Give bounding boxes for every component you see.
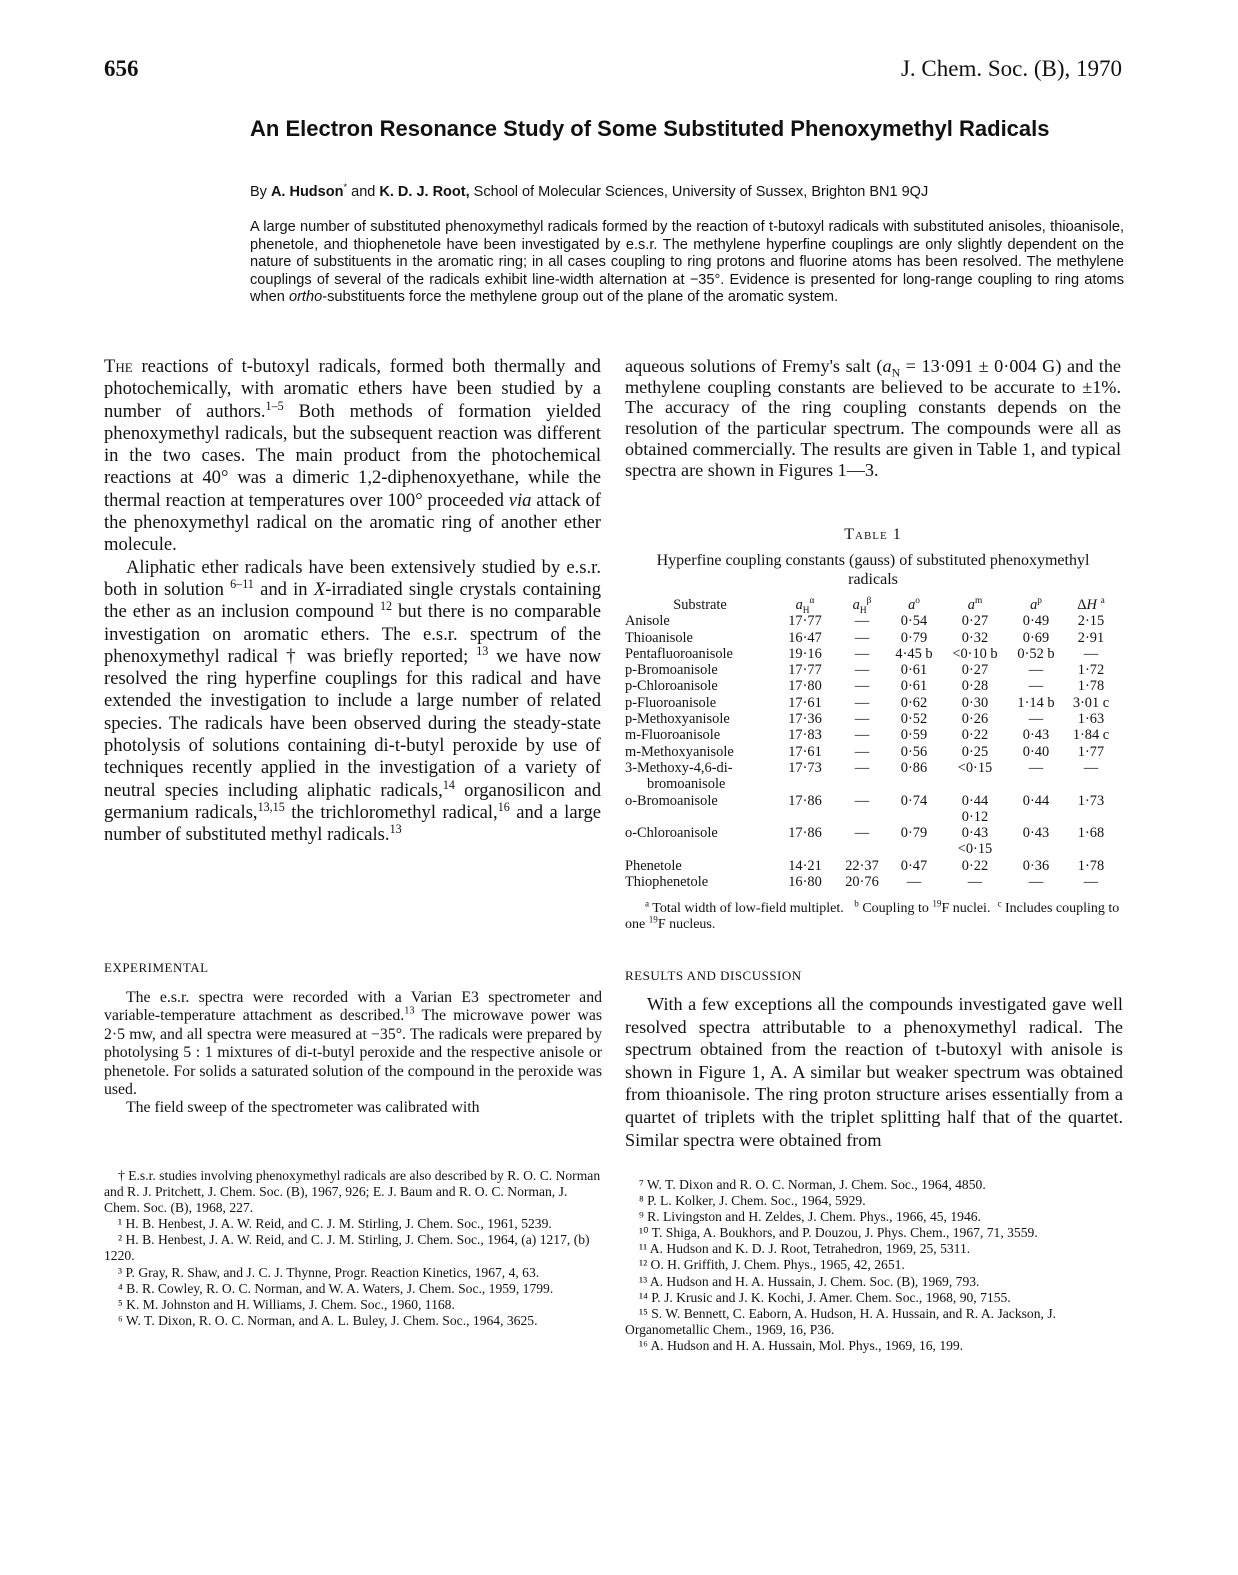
value-cell: —: [1028, 678, 1044, 695]
value-cell: 1·68: [1077, 825, 1105, 842]
value-cell: 1·63: [1077, 711, 1105, 728]
value-cell: 14·21: [788, 857, 822, 874]
substrate-cell: Phenetole: [625, 857, 682, 874]
substrate-cell: 3-Methoxy-4,6-di-: [625, 759, 733, 776]
table-row: [625, 711, 1121, 727]
ref-mark: 13: [389, 822, 402, 837]
value-cell: 0·54: [900, 613, 928, 630]
value-cell: 2·91: [1077, 629, 1105, 646]
value-cell: 0·52: [900, 711, 928, 728]
value-cell: —: [854, 645, 870, 662]
value-cell: [835, 809, 889, 825]
intro-p2-h: the trichloromethyl radical,: [291, 801, 498, 823]
ref-mark: 6–11: [230, 576, 254, 591]
abstract-ortho: ortho: [288, 289, 323, 306]
value-cell: —: [854, 711, 870, 728]
value-cell: 0·49: [1022, 613, 1050, 630]
table-label: Table 1: [844, 526, 902, 543]
value-cell: [1011, 809, 1061, 825]
note-c-mark: c: [997, 898, 1002, 909]
value-cell: 0·69: [1022, 629, 1050, 646]
value-cell: [889, 841, 939, 857]
value-cell: —: [854, 727, 870, 744]
intro-p2-f: we have now resolved the ring hyperfine couplings for this radical and have extended the investigation to include a large number of related species. The radicals have been observed during the steady-state photolysis of solutions containing di-t-butyl peroxide by use of techniques recently applied in the investigation of a variety of neutral species including aliphatic radicals,: [104, 645, 602, 801]
value-cell: [1011, 841, 1061, 857]
note-b: Coupling to: [862, 901, 929, 916]
value-cell: [1061, 776, 1121, 792]
rt-a: aqueous solutions of Fremy's salt (: [625, 356, 883, 376]
value-cell: 1·78: [1077, 857, 1105, 874]
intro-p2-a: Aliphatic ether radicals have been extensively studied by e.s.r. both in solution: [104, 556, 601, 600]
table-row: [625, 727, 1121, 743]
substrate-cell: Anisole: [625, 613, 670, 630]
article-title: An Electron Resonance Study of Some Substituted Phenoxymethyl Radicals: [250, 116, 1050, 141]
value-cell: 17·61: [788, 743, 822, 760]
value-cell: —: [854, 629, 870, 646]
author-2: K. D. J. Root,: [379, 184, 470, 200]
value-cell: [889, 809, 939, 825]
table-row: [625, 841, 1121, 857]
value-cell: 0·43: [961, 825, 989, 842]
footnote: ¹⁰ T. Shiga, A. Boukhors, and P. Douzou, J. Phys. Chem., 1967, 71, 3559.: [639, 1225, 1038, 1241]
footnote: ¹⁶ A. Hudson and H. A. Hussain, Mol. Phys., 1969, 16, 199.: [639, 1337, 964, 1353]
value-cell: —: [1083, 759, 1099, 776]
value-cell: 0·30: [961, 694, 989, 711]
value-cell: 0·79: [900, 629, 928, 646]
abstract-text-a: A large number of substituted phenoxymethyl radicals formed by the reaction of t-butoxyl radicals with substituted anisoles, thioanisole, phenetole, and thiophenetole have been investigated by e.s.r. The methylene hyperfine couplings are only slightly dependent on the nature of substituents in the aromatic ring; in all cases coupling to ring protons and fluorine atoms has been resolved. The methylene couplings of several of the radicals exhibit line-width alternation at −35°. Evidence is presented for long-range coupling to ring atoms when: [250, 219, 1124, 306]
header-a-para: $a^p$: [1030, 596, 1042, 613]
footnotes-left: [104, 1168, 602, 1329]
substrate-cell: Thioanisole: [625, 629, 693, 646]
note-b-isotope: 19: [932, 898, 942, 909]
value-cell: —: [1028, 874, 1044, 891]
value-cell: <0·15: [957, 841, 993, 858]
header-delta-h: ΔH $^a$: [1077, 596, 1105, 613]
table-row: [625, 825, 1121, 841]
value-cell: 0·32: [961, 629, 989, 646]
value-cell: 0·56: [900, 743, 928, 760]
page-number: 656: [104, 56, 139, 81]
exp-p1-b: The microwave power was 2·5 mw, and all spectra were measured at −35°. The radicals were prepared by photolysing 5 : 1 mixtures of di-t-butyl peroxide and the respective anisole or phenetole. For solids a saturated solution of the compound in the peroxide was used.: [104, 1007, 602, 1099]
value-cell: 0·22: [961, 727, 989, 744]
note-c2: F nucleus.: [657, 917, 716, 932]
value-cell: [1061, 809, 1121, 825]
experimental-heading: EXPERIMENTAL: [104, 960, 209, 975]
value-cell: 19·16: [788, 645, 822, 662]
substrate-cell: bromoanisole: [647, 776, 726, 793]
table-row: [625, 809, 1121, 825]
value-cell: 0·22: [961, 857, 989, 874]
value-cell: 0·36: [1022, 857, 1050, 874]
note-c-isotope: 19: [648, 914, 658, 925]
table-1: [625, 597, 1121, 890]
note-a: Total width of low-field multiplet.: [652, 901, 844, 916]
value-cell: 17·61: [788, 694, 822, 711]
value-cell: 0·44: [1022, 792, 1050, 809]
value-cell: 1·14 b: [1017, 694, 1055, 711]
value-cell: 17·36: [788, 711, 822, 728]
table-row: [625, 695, 1121, 711]
value-cell: 16·80: [788, 874, 822, 891]
substrate-cell: p-Fluoroanisole: [625, 694, 717, 711]
value-cell: 22·37: [845, 857, 879, 874]
value-cell: 0·62: [900, 694, 928, 711]
value-cell: —: [1083, 645, 1099, 662]
table-row: [625, 874, 1121, 890]
footnote: ¹ H. B. Henbest, J. A. W. Reid, and C. J. M. Stirling, J. Chem. Soc., 1961, 5239.: [118, 1216, 552, 1232]
table-caption: Hyperfine coupling constants (gauss) of substituted phenoxymethyl radicals: [656, 552, 1090, 588]
intro-p1-b: Both methods of formation yielded phenoxymethyl radicals, but the subsequent reaction was different in the two cases. The main product from the photochemical reactions at 40° was a dimeric 1,2-diphenoxyethane, while the thermal reaction at temperatures over 100° proceeded: [104, 400, 601, 511]
value-cell: 0·61: [900, 678, 928, 695]
experimental-text: [104, 989, 602, 1118]
substrate-cell: p-Bromoanisole: [625, 662, 718, 679]
value-cell: 17·77: [788, 613, 822, 630]
note-a-mark: a: [645, 898, 650, 909]
header-a-meta: $a^m$: [967, 596, 983, 613]
ref-mark: 13,15: [257, 799, 285, 814]
data-table: [625, 597, 1121, 890]
value-cell: 0·43: [1022, 825, 1050, 842]
footnotes-right: [625, 1177, 1123, 1354]
table-row: [625, 613, 1121, 629]
value-cell: 1·84 c: [1072, 727, 1110, 744]
intro-via: via: [508, 489, 532, 511]
footnote: ¹⁴ P. J. Krusic and J. K. Kochi, J. Amer. Chem. Soc., 1968, 90, 7155.: [639, 1289, 1011, 1305]
value-cell: 0·86: [900, 759, 928, 776]
results-text: With a few exceptions all the compounds investigated gave well resolved spectra attributable to a phenoxymethyl radical. The spectrum obtained from the reaction of t-butoxyl with anisole is shown in Figure 1, A. A similar but weaker spectrum was obtained from thioanisole. The ring proton structure arises essentially from a quartet of triplets with the triplet splitting half that of the quartet. Similar spectra were obtained from: [625, 994, 1123, 1150]
author-1: A. Hudson: [270, 184, 344, 200]
abstract-text-b: -substituents force the methylene group out of the plane of the aromatic system.: [322, 289, 839, 306]
table-header-row: [625, 597, 1121, 613]
footnote: ³ P. Gray, R. Shaw, and J. C. J. Thynne, Progr. Reaction Kinetics, 1967, 4, 63.: [118, 1264, 540, 1280]
footnote: ⁴ B. R. Cowley, R. O. C. Norman, and W. A. Waters, J. Chem. Soc., 1959, 1799.: [118, 1280, 554, 1296]
value-cell: 1·73: [1077, 792, 1105, 809]
substrate-cell: Thiophenetole: [625, 874, 709, 891]
value-cell: 0·26: [961, 711, 989, 728]
value-cell: 17·77: [788, 662, 822, 679]
value-cell: 17·86: [788, 792, 822, 809]
header-ah-beta: $a_H^\beta$: [852, 596, 872, 616]
dagger-mark: †: [286, 645, 299, 667]
substrate-cell: o-Bromoanisole: [625, 792, 718, 809]
ref-mark: 12: [379, 599, 393, 614]
ref-mark: 1–5: [265, 398, 284, 413]
rt-c: ) and the methylene coupling constants are believed to be accurate to ±1%. The accuracy of the ring coupling constants depends on the resolution of the particular spectrum. The compounds were all as obtained commercially. The results are given in Table 1, and typical spectra are shown in Figures 1—3.: [625, 356, 1121, 480]
substrate-cell: [625, 809, 775, 825]
value-cell: 1·78: [1077, 678, 1105, 695]
substrate-cell: m-Fluoroanisole: [625, 727, 721, 744]
byline: [250, 181, 1130, 200]
table-row: [625, 858, 1121, 874]
value-cell: —: [854, 759, 870, 776]
table-row: [625, 793, 1121, 809]
value-cell: —: [854, 825, 870, 842]
table-row: [625, 760, 1121, 776]
value-cell: 17·80: [788, 678, 822, 695]
affiliation: School of Molecular Sciences, University of Sussex, Brighton BN1 9QJ: [473, 184, 929, 200]
value-cell: [1061, 841, 1121, 857]
value-cell: 0·27: [961, 662, 989, 679]
footnote: ⁶ W. T. Dixon, R. O. C. Norman, and A. L. Buley, J. Chem. Soc., 1964, 3625.: [118, 1312, 538, 1328]
substrate-cell: o-Chloroanisole: [625, 825, 718, 842]
intro-paragraph-2: [104, 557, 601, 847]
value-cell: <0·10 b: [952, 645, 998, 662]
value-cell: 0·43: [1022, 727, 1050, 744]
value-cell: 0·74: [900, 792, 928, 809]
abstract: [250, 219, 1124, 307]
value-cell: 1·77: [1077, 743, 1105, 760]
value-cell: 17·73: [788, 759, 822, 776]
note-c: Includes coupling to one: [625, 901, 1120, 932]
value-cell: —: [1028, 711, 1044, 728]
value-cell: 17·83: [788, 727, 822, 744]
table-row: [625, 646, 1121, 662]
value-cell: 0·47: [900, 857, 928, 874]
value-cell: 0·25: [961, 743, 989, 760]
ref-mark: 13: [476, 643, 489, 658]
value-cell: 0·27: [961, 613, 989, 630]
value-cell: —: [1083, 874, 1099, 891]
value-cell: [835, 776, 889, 792]
ref-mark: 16: [497, 799, 510, 814]
footnote: ¹² O. H. Griffith, J. Chem. Phys., 1965, 42, 2651.: [639, 1257, 905, 1273]
header-substrate: Substrate: [673, 597, 727, 613]
value-cell: —: [854, 694, 870, 711]
value-cell: 0·61: [900, 662, 928, 679]
footnote: ⁷ W. T. Dixon and R. O. C. Norman, J. Chem. Soc., 1964, 4850.: [639, 1177, 986, 1192]
value-cell: —: [854, 678, 870, 695]
value-cell: 0·28: [961, 678, 989, 695]
intro-p2-e: was briefly reported;: [306, 645, 469, 667]
value-cell: 3·01 c: [1072, 694, 1110, 711]
value-cell: [1011, 776, 1061, 792]
value-cell: —: [854, 792, 870, 809]
experimental-paragraph-1: [104, 989, 602, 1099]
table-row: [625, 776, 1121, 792]
value-cell: [775, 809, 835, 825]
header-a-ortho: $a^o$: [908, 596, 920, 613]
experimental-paragraph-2: The field sweep of the spectrometer was calibrated with: [126, 1099, 480, 1117]
footnote: ² H. B. Henbest, J. A. W. Reid, and C. J. M. Stirling, J. Chem. Soc., 1964, (a) 1217, (b) 1220.: [104, 1232, 590, 1264]
value-cell: [775, 841, 835, 857]
value-cell: —: [1028, 662, 1044, 679]
value-cell: —: [854, 743, 870, 760]
value-cell: [889, 776, 939, 792]
table-row: [625, 678, 1121, 694]
intro-p1-c: attack of the phenoxymethyl radical on the aromatic ring of another ether molecule.: [104, 489, 601, 556]
substrate-cell: m-Methoxyanisole: [625, 743, 734, 760]
footnote: ¹⁵ S. W. Bennett, C. Eaborn, A. Hudson, H. A. Hussain, and R. A. Jackson, J. Organometallic Chem., 1969, 16, P36.: [625, 1305, 1057, 1337]
value-cell: 0·12: [961, 808, 989, 825]
table-notes: [625, 898, 1121, 933]
drop-word: The: [104, 356, 133, 377]
value-cell: 0·52 b: [1017, 645, 1055, 662]
value-cell: 0·79: [900, 825, 928, 842]
footnote: ⁵ K. M. Johnston and H. Williams, J. Chem. Soc., 1960, 1168.: [118, 1296, 455, 1312]
ref-mark: 13: [404, 1006, 415, 1018]
value-cell: 1·72: [1077, 662, 1105, 679]
value-cell: —: [854, 613, 870, 630]
value-cell: —: [967, 874, 983, 891]
substrate-cell: p-Chloroanisole: [625, 678, 718, 695]
table-row: [625, 630, 1121, 646]
footnote: ¹³ A. Hudson and H. A. Hussain, J. Chem. Soc. (B), 1969, 793.: [639, 1273, 980, 1289]
rt-aN-sub: N: [891, 365, 901, 380]
value-cell: 4·45 b: [895, 645, 933, 662]
value-cell: —: [854, 662, 870, 679]
byline-by: By: [250, 184, 267, 200]
value-cell: 0·59: [900, 727, 928, 744]
methods-continued: [625, 356, 1121, 480]
intro-p2-d: but there is no comparable investigation on aromatic ethers. The e.s.r. spectrum of the phenoxymethyl radical: [104, 601, 601, 667]
table-row: [625, 744, 1121, 760]
value-cell: 16·47: [788, 629, 822, 646]
footnote: ¹¹ A. Hudson and K. D. J. Root, Tetrahedron, 1969, 25, 5311.: [639, 1241, 971, 1257]
results-heading: RESULTS AND DISCUSSION: [625, 968, 802, 983]
value-cell: 0·44: [961, 792, 989, 809]
value-cell: —: [906, 874, 922, 891]
value-cell: 0·40: [1022, 743, 1050, 760]
substrate-cell: [625, 841, 775, 857]
footnote: ⁸ P. L. Kolker, J. Chem. Soc., 1964, 5929.: [639, 1193, 866, 1209]
value-cell: <0·15: [957, 759, 993, 776]
rt-g: G: [1042, 356, 1056, 376]
footnote: † E.s.r. studies involving phenoxymethyl radicals are also described by R. O. C. Norman and R. J. Pritchett, J. Chem. Soc. (B), 1967, 926; E. J. Baum and R. O. C. Norman, J. Chem. Soc. (B), 1968, 227.: [104, 1168, 601, 1216]
author-mark: *: [343, 181, 348, 193]
footnote: ⁹ R. Livingston and H. Zeldes, J. Chem. Phys., 1966, 45, 1946.: [639, 1209, 981, 1225]
intro-x: X: [313, 578, 326, 600]
value-cell: [939, 776, 1011, 792]
value-cell: 20·76: [845, 874, 879, 891]
value-cell: 2·15: [1077, 613, 1105, 630]
intro-paragraph-1: [104, 356, 601, 557]
exp-p1-a: The e.s.r. spectra were recorded with a Varian E3 spectrometer and variable-temperature attachment as described.: [104, 989, 602, 1025]
byline-and: and: [351, 184, 376, 200]
intro-p2-c: -irradiated single crystals containing the ether as an inclusion compound: [104, 578, 601, 623]
substrate-cell: p-Methoxyanisole: [625, 711, 730, 728]
value-cell: [835, 841, 889, 857]
value-cell: [775, 776, 835, 792]
value-cell: 17·86: [788, 825, 822, 842]
journal-header: J. Chem. Soc. (B), 1970: [900, 56, 1122, 81]
rt-aN: a: [882, 356, 892, 376]
ref-mark: 14: [442, 777, 455, 792]
intro-p1-a: reactions of t-butoxyl radicals, formed both thermally and photochemically, with aromatic ethers have been studied by a number of authors.: [104, 356, 601, 422]
note-b2: F nuclei.: [941, 901, 991, 916]
introduction: [104, 356, 601, 847]
intro-p2-b: and in: [260, 578, 308, 600]
value-cell: —: [1028, 759, 1044, 776]
substrate-cell: Pentafluoroanisole: [625, 645, 733, 662]
rt-b: = 13·091 ± 0·004: [900, 356, 1043, 376]
table-row: [625, 662, 1121, 678]
intro-p2-g: organosilicon and germanium radicals,: [104, 779, 602, 823]
header-ah-alpha: $a_H^\alpha$: [795, 596, 815, 616]
note-b-mark: b: [854, 898, 859, 909]
intro-p2-i: and a large number of substituted methyl radicals.: [104, 801, 601, 846]
